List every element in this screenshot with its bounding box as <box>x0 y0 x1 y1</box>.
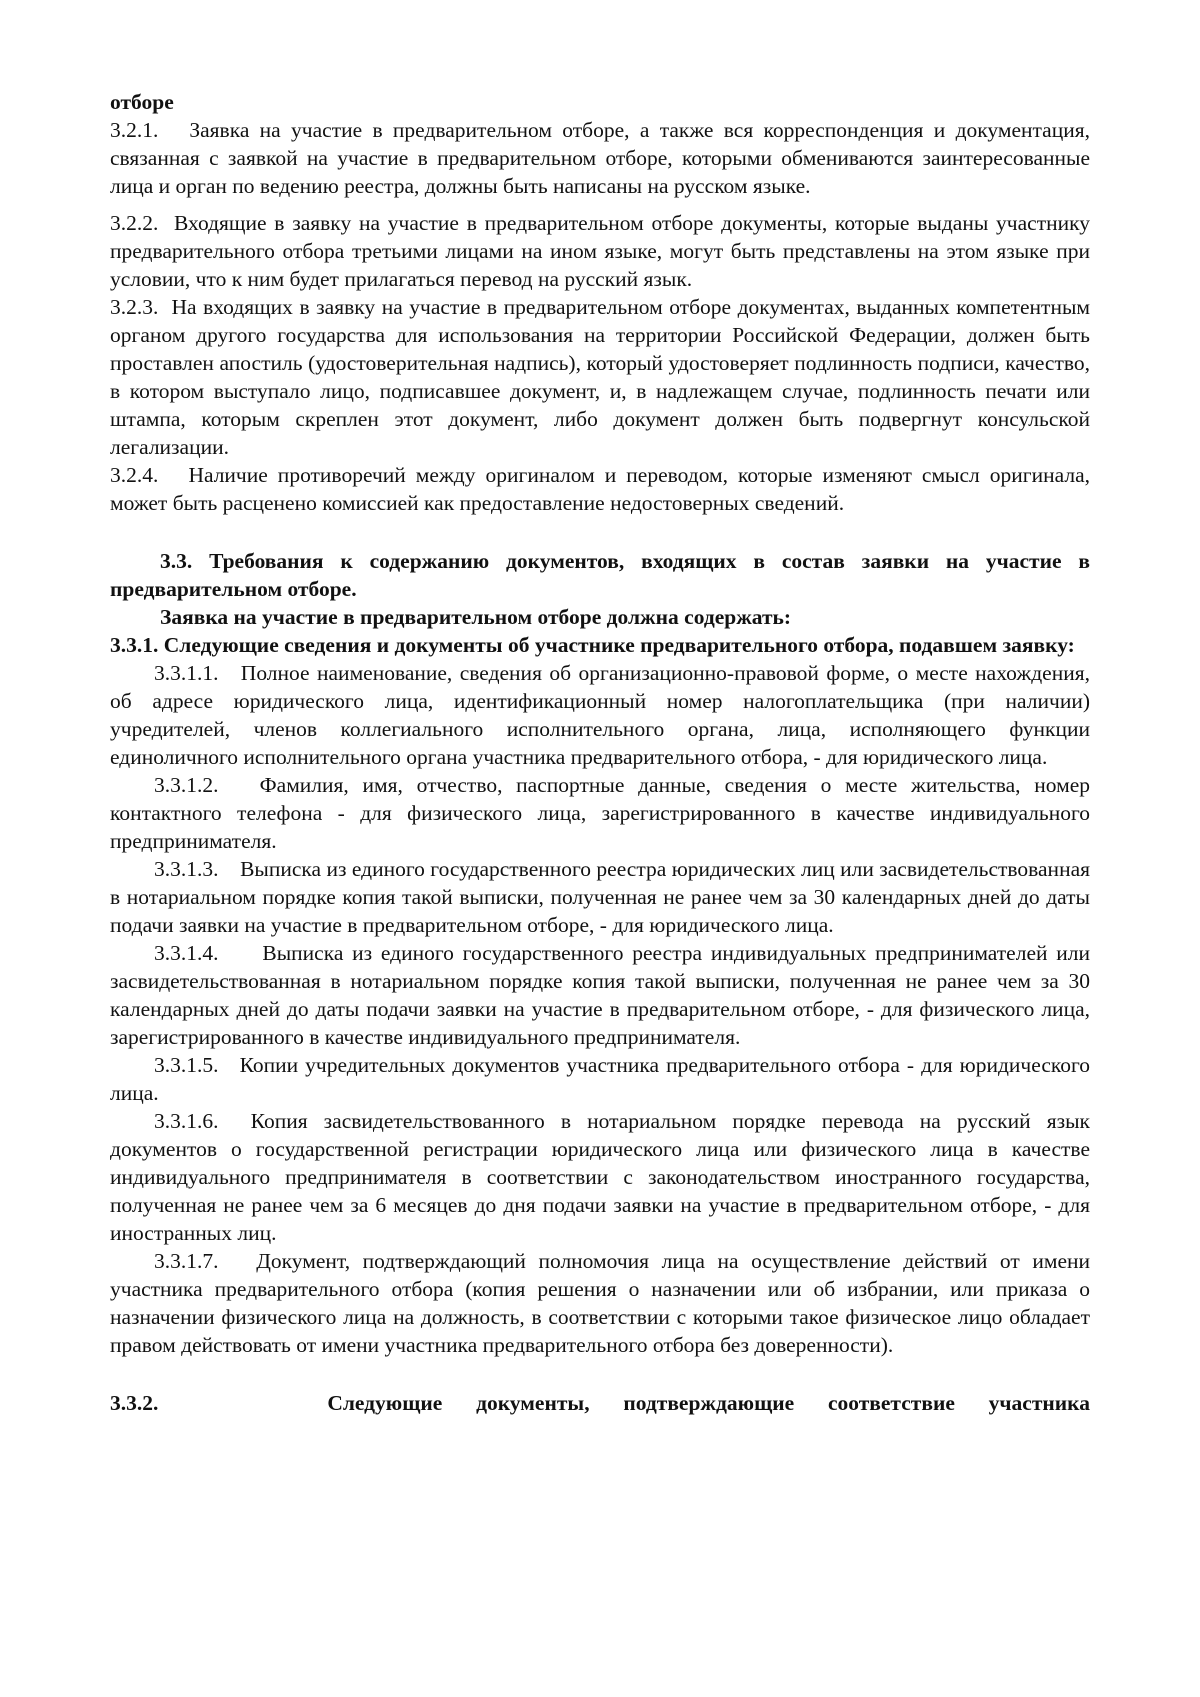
paragraph-text: Фамилия, имя, отчество, паспортные данные, сведения о месте жительства, номер контактного телефона - для физического лица, зарегистрированного в качестве индивидуального предпринимателя. <box>110 773 1090 853</box>
paragraph-number: 3.3.1.7. <box>154 1249 219 1273</box>
paragraph-3-3-1-1 <box>110 659 1090 771</box>
paragraph-3-3-1-6 <box>110 1107 1090 1247</box>
paragraph-number: 3.3.1.1. <box>154 661 219 685</box>
paragraph-number: 3.2.4. <box>110 463 159 487</box>
section-heading-3-3: 3.3. Требования к содержанию документов, входящих в состав заявки на участие в предварительном отборе. <box>110 549 1090 601</box>
paragraph-text: Копия засвидетельствованного в нотариальном порядке перевода на русский язык документов о государственной регистрации юридического лица или физического лица в качестве индивидуального предпринимателя в соответствии с законодательством иностранного государства, полученная не ранее чем за 6 месяцев до дня подачи заявки на участие в предварительном отборе, - для иностранных лиц. <box>110 1109 1090 1245</box>
paragraph-number: 3.3.1.6. <box>154 1109 219 1133</box>
paragraph-text: Выписка из единого государственного реестра индивидуальных предпринимателей или засвидетельствованная в нотариальном порядке копия такой выписки, полученная не ранее чем за 30 календарных дней до даты подачи заявки на участие в предварительном отборе, - для физического лица, зарегистрированного в качестве индивидуального предпринимателя. <box>110 941 1091 1049</box>
paragraph-number: 3.2.3. <box>110 295 159 319</box>
subsection-title: Следующие документы, подтверждающие соответствие участника <box>327 1391 1090 1415</box>
document-page <box>110 88 1090 1417</box>
paragraph-3-2-1 <box>110 116 1090 200</box>
paragraph-3-3-1-3 <box>110 855 1090 939</box>
paragraph-3-2-3 <box>110 293 1090 461</box>
paragraph-text: Документ, подтверждающий полномочия лица на осуществление действий от имени участника предварительного отбора (копия решения о назначении или об избрании, или приказа о назначении физического лица на должность, в соответствии с которыми такое физическое лицо обладает правом действовать от имени участника предварительного отбора без доверенности). <box>110 1249 1091 1357</box>
paragraph-3-3-1-7 <box>110 1247 1090 1359</box>
paragraph-number: 3.3.1.4. <box>154 941 219 965</box>
paragraph-3-2-4 <box>110 461 1090 517</box>
paragraph-number: 3.2.2. <box>110 211 159 235</box>
subsection-number: 3.3.1. <box>110 633 159 657</box>
paragraph-text: Копии учредительных документов участника предварительного отбора - для юридического лица. <box>110 1053 1090 1105</box>
paragraph-3-3-1-4 <box>110 939 1090 1051</box>
paragraph-3-2-2 <box>110 209 1090 293</box>
paragraph-text: Заявка на участие в предварительном отборе, а также вся корреспонденция и документация, связанная с заявкой на участие в предварительном отборе, которыми обмениваются заинтересованные лица и орган по ведению реестра, должны быть написаны на русском языке. <box>110 118 1090 198</box>
paragraph-text: Выписка из единого государственного реестра юридических лиц или засвидетельствованная в нотариальном порядке копия такой выписки, полученная не ранее чем за 30 календарных дней до даты подачи заявки на участие в предварительном отборе, - для юридического лица. <box>110 857 1091 937</box>
paragraph-number: 3.3.1.5. <box>154 1053 219 1077</box>
paragraph-text: На входящих в заявку на участие в предварительном отборе документах, выданных компетентным органом другого государства для использования на территории Российской Федерации, должен быть проставлен апостиль (удостоверительная надпись), который удостоверяет подлинность подписи, качество, в котором выступало лицо, подписавшее документ, и, в надлежащем случае, подлинность печати или штампа, которым скреплен этот документ, либо документ должен быть подвергнут консульской легализации. <box>110 295 1091 459</box>
paragraph-text: Наличие противоречий между оригиналом и переводом, которые изменяют смысл оригинала, может быть расценено комиссией как предоставление недостоверных сведений. <box>110 463 1091 515</box>
paragraph-3-3-1-2 <box>110 771 1090 855</box>
subsection-number: 3.3.2. <box>110 1391 159 1415</box>
paragraph-text: Входящие в заявку на участие в предварительном отборе документы, которые выданы участнику предварительного отбора третьими лицами на ином языке, могут быть представлены на этом языке при условии, что к ним будет прилагаться перевод на русский язык. <box>110 211 1091 291</box>
subsection-heading-3-3-1 <box>110 631 1090 659</box>
heading-continuation: отборе <box>110 90 174 114</box>
paragraph-number: 3.3.1.2. <box>154 773 219 797</box>
paragraph-text: Полное наименование, сведения об организационно-правовой форме, о месте нахождения, об адресе юридического лица, идентификационный номер налогоплательщика (при наличии) учредителей, членов коллегиального исполнительного органа, лица, исполняющего функции единоличного исполнительного органа участника предварительного отбора, - для юридического лица. <box>110 661 1090 769</box>
subsection-heading-3-3-2 <box>110 1389 1090 1417</box>
paragraph-number: 3.3.1.3. <box>154 857 219 881</box>
section-intro: Заявка на участие в предварительном отборе должна содержать: <box>160 605 792 629</box>
paragraph-3-3-1-5 <box>110 1051 1090 1107</box>
paragraph-number: 3.2.1. <box>110 118 159 142</box>
subsection-title: Следующие сведения и документы об участнике предварительного отбора, подавшем заявку: <box>163 633 1075 657</box>
